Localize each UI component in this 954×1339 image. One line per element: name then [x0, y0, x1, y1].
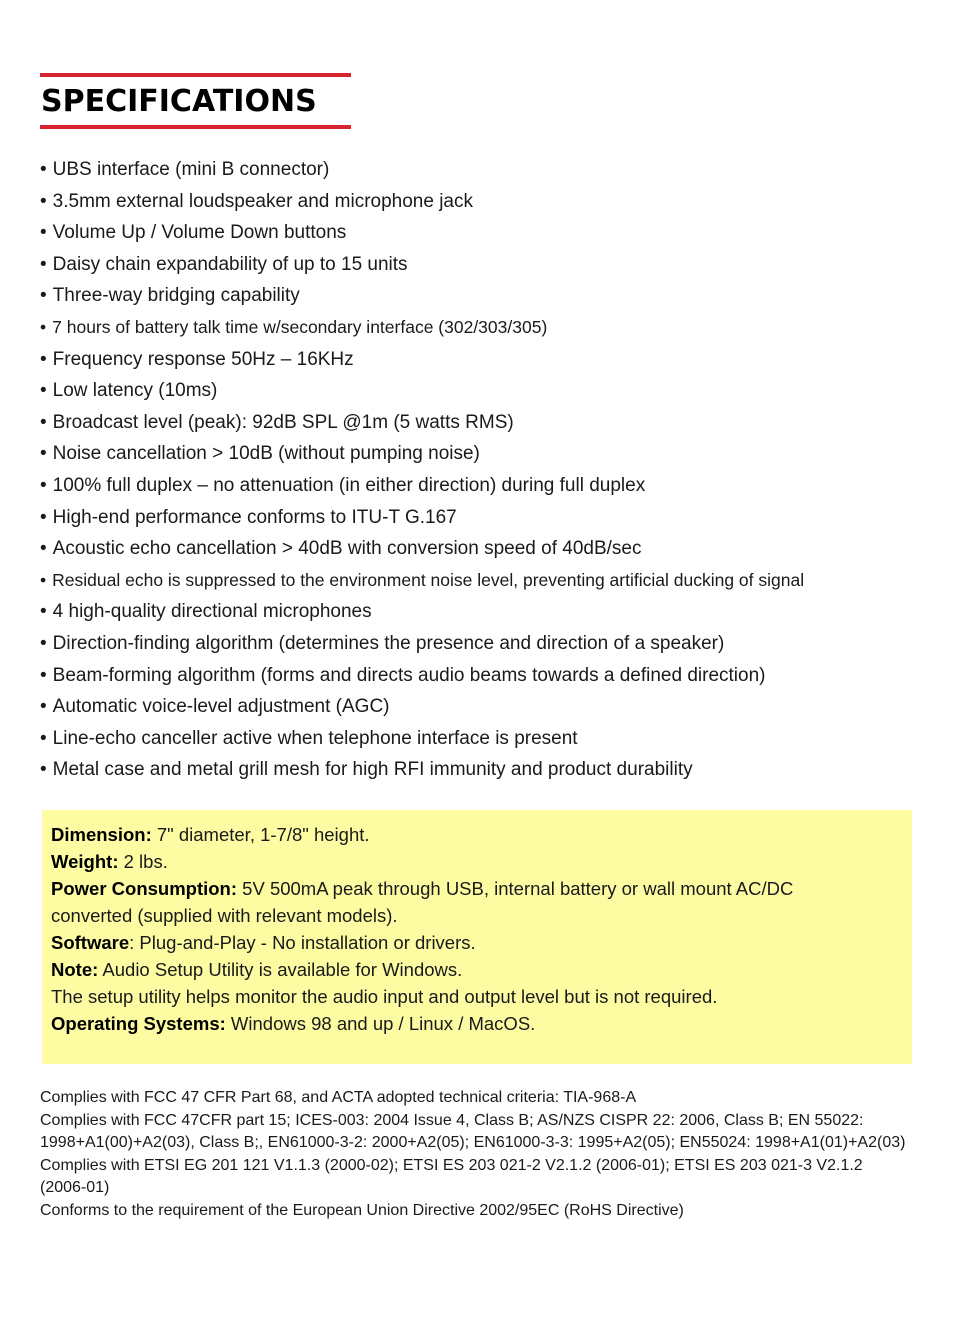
- power-value: 5V 500mA peak through USB, internal battery or wall mount AC/DC: [237, 878, 794, 899]
- spec-item-text: UBS interface (mini B connector): [52, 159, 330, 180]
- bullet: •: [40, 538, 47, 560]
- spec-item: [40, 154, 920, 186]
- spec-item-text: Line-echo canceller active when telephone interface is present: [52, 727, 578, 749]
- spec-item: [40, 249, 920, 281]
- power-label: Power Consumption:: [51, 878, 238, 899]
- spec-item: [40, 754, 920, 786]
- bullet: •: [40, 506, 47, 528]
- dimension-label: Dimension:: [51, 824, 152, 845]
- bullet: •: [40, 569, 47, 590]
- bullet: •: [40, 316, 47, 337]
- bullet: •: [40, 759, 47, 781]
- bullet: •: [40, 380, 47, 402]
- os-value: Windows 98 and up / Linux / MacOS.: [225, 1013, 536, 1034]
- spec-item-text: Three-way bridging capability: [52, 285, 300, 307]
- details-box: [42, 810, 912, 1064]
- bullet: •: [40, 348, 47, 370]
- spec-item-text: 7 hours of battery talk time w/secondary interface (302/303/305): [52, 316, 548, 337]
- bullet: •: [40, 727, 47, 749]
- spec-item-text: Automatic voice-level adjustment (AGC): [52, 696, 390, 718]
- title-block: [40, 73, 351, 129]
- software-line: [51, 929, 903, 956]
- spec-item: [40, 280, 920, 312]
- spec-item-text: Residual echo is suppressed to the environment noise level, preventing artificial ducking of signal: [52, 569, 805, 590]
- power-line: [51, 875, 903, 902]
- spec-item: [40, 596, 920, 628]
- spec-item-text: Acoustic echo cancellation > 40dB with conversion speed of 40dB/sec: [52, 538, 642, 560]
- spec-item-text: Beam-forming algorithm (forms and directs audio beams towards a defined direction): [52, 664, 766, 686]
- spec-item-text: High-end performance conforms to ITU-T G.167: [52, 506, 457, 528]
- spec-list: [40, 154, 920, 786]
- spec-item-text: 4 high-quality directional microphones: [52, 601, 372, 623]
- dimension-value: 7" diameter, 1-7/8" height.: [151, 824, 370, 845]
- spec-item: [40, 533, 920, 565]
- spec-item: [40, 691, 920, 723]
- spec-item: [40, 312, 920, 344]
- page-title: SPECIFICATIONS: [41, 84, 317, 119]
- spec-item: [40, 502, 920, 534]
- compliance-section: [40, 1087, 910, 1222]
- bullet: •: [40, 222, 47, 244]
- spec-item: [40, 186, 920, 218]
- weight-line: [51, 848, 903, 875]
- note-line: [51, 956, 903, 983]
- bullet: •: [40, 411, 47, 433]
- bullet: •: [40, 601, 47, 623]
- spec-item: [40, 375, 920, 407]
- spec-item-text: 3.5mm external loudspeaker and microphone jack: [52, 190, 473, 212]
- software-value: : Plug-and-Play - No installation or drivers.: [129, 932, 476, 953]
- spec-item-text: Metal case and metal grill mesh for high RFI immunity and product durability: [52, 759, 693, 781]
- os-line: [51, 1010, 903, 1037]
- note-extra-line: The setup utility helps monitor the audio input and output level but is not required.: [51, 986, 718, 1007]
- weight-label: Weight:: [51, 851, 119, 872]
- spec-item-text: Daisy chain expandability of up to 15 units: [52, 253, 408, 275]
- weight-value: 2 lbs.: [118, 851, 168, 872]
- compliance-fcc-part68: Complies with FCC 47 CFR Part 68, and ACTA adopted technical criteria: TIA-968-A: [40, 1089, 637, 1106]
- spec-item: [40, 407, 920, 439]
- spec-item: [40, 470, 920, 502]
- spec-item: [40, 723, 920, 755]
- dimension-line: [51, 821, 903, 848]
- spec-item: [40, 344, 920, 376]
- os-label: Operating Systems:: [51, 1013, 226, 1034]
- bullet: •: [40, 664, 47, 686]
- spec-item: [40, 660, 920, 692]
- bullet: •: [40, 632, 47, 654]
- spec-item: [40, 438, 920, 470]
- compliance-etsi: Complies with ETSI EG 201 121 V1.1.3 (2000-02); ETSI ES 203 021-2 V2.1.2 (2006-01); ETSI ES 203 021-3 V2.1.2 (2006-01): [40, 1156, 863, 1196]
- compliance-rohs: Conforms to the requirement of the European Union Directive 2002/95EC (RoHS Directive): [40, 1201, 684, 1219]
- bullet: •: [40, 253, 47, 275]
- bullet: •: [40, 443, 47, 465]
- compliance-fcc-part15: Complies with FCC 47CFR part 15; ICES-003: 2004 Issue 4, Class B; AS/NZS CISPR 22: 2006, Class B; EN 55022: 1998+A1(00)+A2(03), Class B;, EN61000-3-2: 2000+A2(05); EN61000-3-3: 1995+A2(05); EN55024: 1998+A1(01)+A2(03): [40, 1111, 906, 1151]
- spec-item-text: 100% full duplex – no attenuation (in either direction) during full duplex: [52, 474, 646, 496]
- bullet: •: [40, 696, 47, 718]
- spec-item-text: Frequency response 50Hz – 16KHz: [52, 348, 354, 370]
- software-label: Software: [51, 932, 130, 953]
- bullet: •: [40, 190, 47, 212]
- spec-item-text: Volume Up / Volume Down buttons: [52, 222, 347, 244]
- power-line-cont: converted (supplied with relevant models).: [51, 905, 398, 926]
- spec-item: [40, 565, 920, 597]
- spec-item: [40, 628, 920, 660]
- bullet: •: [40, 474, 47, 496]
- spec-item-text: Direction-finding algorithm (determines the presence and direction of a speaker): [52, 632, 725, 654]
- spec-item-text: Noise cancellation > 10dB (without pumping noise): [52, 443, 480, 465]
- note-value: Audio Setup Utility is available for Windows.: [98, 959, 463, 980]
- spec-item: [40, 217, 920, 249]
- note-label: Note:: [51, 959, 99, 980]
- bullet: •: [40, 285, 47, 307]
- bullet: •: [40, 159, 47, 180]
- spec-item-text: Broadcast level (peak): 92dB SPL @1m (5 watts RMS): [52, 411, 514, 433]
- spec-item-text: Low latency (10ms): [52, 380, 218, 402]
